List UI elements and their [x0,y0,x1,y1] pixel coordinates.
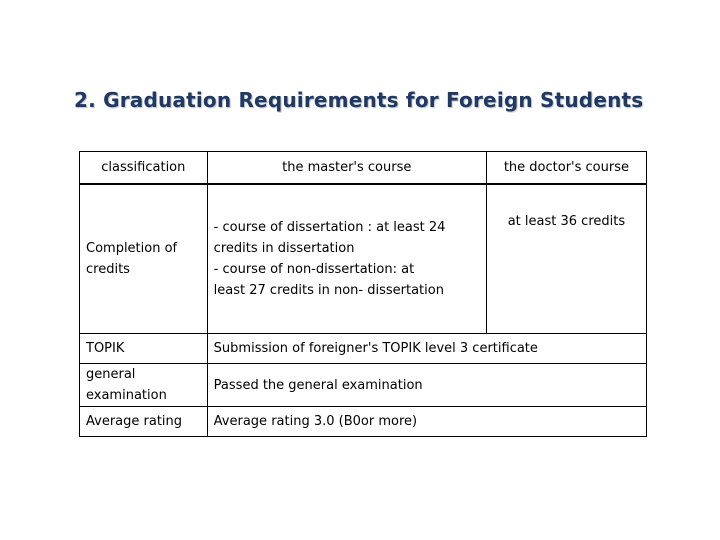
table-row-average-rating [80,407,647,437]
completion-masters-cell [207,184,486,334]
average-rating-value: Average rating 3.0 (B0or more) [207,407,646,437]
average-rating-label: Average rating [80,407,208,437]
general-exam-label [80,364,208,407]
general-exam-label-line-1: general [86,367,136,382]
header-classification: classification [80,152,208,185]
topik-value: Submission of foreigner's TOPIK level 3 certificate [207,334,646,364]
general-exam-value: Passed the general examination [207,364,646,407]
table-row-completion [80,184,647,334]
header-doctors-course: the doctor's course [486,152,646,185]
completion-label: Completion of credits [80,184,208,334]
masters-line-2: credits in dissertation [213,241,355,256]
graduation-requirements-table [79,151,647,437]
masters-line-3: - course of non-dissertation: at [213,262,415,277]
general-exam-label-line-2: examination [86,388,167,403]
page-title: 2. Graduation Requirements for Foreign Students [74,88,644,112]
completion-doctors-cell: at least 36 credits [486,184,646,334]
header-masters-course: the master's course [207,152,486,185]
topik-label: TOPIK [80,334,208,364]
table-row-topik [80,334,647,364]
masters-line-1: - course of dissertation : at least 24 [213,220,446,235]
masters-line-4: least 27 credits in non- dissertation [213,283,444,298]
table-row-general-exam [80,364,647,407]
table-header-row [80,152,647,185]
